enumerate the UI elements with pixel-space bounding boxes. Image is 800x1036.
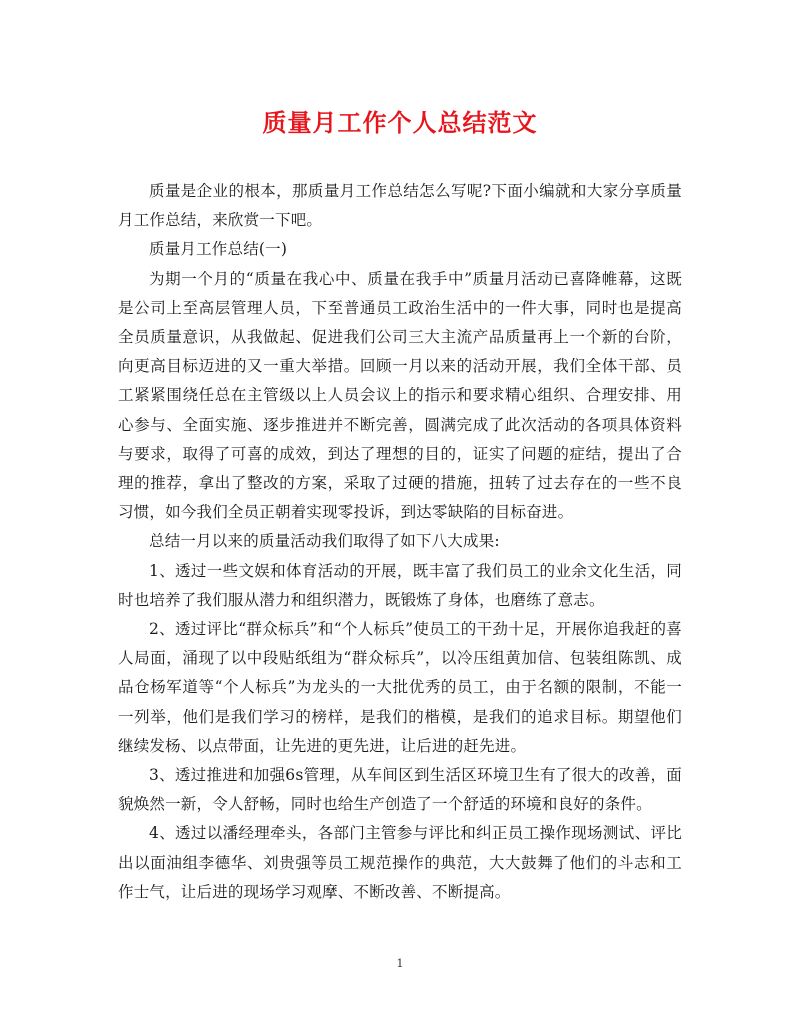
document-body xyxy=(118,177,682,907)
result-item-2: 2、透过评比“群众标兵”和“个人标兵”使员工的干劲十足，开展你追我赶的喜人局面，涌现了以中段贴纸组为“群众标兵”，以冷压组黄加信、包装组陈凯、成品仓杨军道等“个人标兵”为龙头的一大批优秀的员工，由于名额的限制，不能一一列举，他们是我们学习的榜样，是我们的楷模，是我们的追求目标。期望他们继续发杨、以点带面，让先进的更先进，让后进的赶先进。 xyxy=(118,620,682,755)
result-item-4: 4、透过以潘经理牵头，各部门主管参与评比和纠正员工操作现场测试、评比出以面油组李德华、刘贵强等员工规范操作的典范，大大鼓舞了他们的斗志和工作士气，让后进的现场学习观摩、不断改善、不断提高。 xyxy=(118,824,682,901)
result-item-3: 3、透过推进和加强6s管理，从车间区到生活区环境卫生有了很大的改善，面貌焕然一新，令人舒畅，同时也给生产创造了一个舒适的环境和良好的条件。 xyxy=(118,766,682,814)
intro-paragraph: 质量是企业的根本，那质量月工作总结怎么写呢?下面小编就和大家分享质量月工作总结，来欣赏一下吧。 xyxy=(118,182,682,230)
document-title: 质量月工作个人总结范文 xyxy=(262,108,538,137)
section-heading: 质量月工作总结(一) xyxy=(149,240,288,259)
result-item-1: 1、透过一些文娱和体育活动的开展，既丰富了我们员工的业余文化生活，同时也培养了我们服从潜力和组织潜力，既锻炼了身体，也磨练了意志。 xyxy=(118,561,682,609)
page-number: 1 xyxy=(396,957,404,970)
results-intro-paragraph: 总结一月以来的质量活动我们取得了如下八大成果: xyxy=(149,532,500,551)
body-paragraph: 为期一个月的“质量在我心中、质量在我手中”质量月活动已喜降帷幕，这既是公司上至高层管理人员，下至普通员工政治生活中的一件大事，同时也是提高全员质量意识，从我做起、促进我们公司三大主流产品质量再上一个新的台阶，向更高目标迈进的又一重大举措。回顾一月以来的活动开展，我们全体干部、员工紧紧围绕任总在主管级以上人员会议上的指示和要求精心组织、合理安排、用心参与、全面实施、逐步推进并不断完善，圆满完成了此次活动的各项具体资料与要求，取得了可喜的成效，到达了理想的目的，证实了问题的症结，提出了合理的推荐，拿出了整改的方案，采取了过硬的措施，扭转了过去存在的一些不良习惯，如今我们全员正朝着实现零投诉，到达零缺陷的目标奋进。 xyxy=(118,269,682,522)
